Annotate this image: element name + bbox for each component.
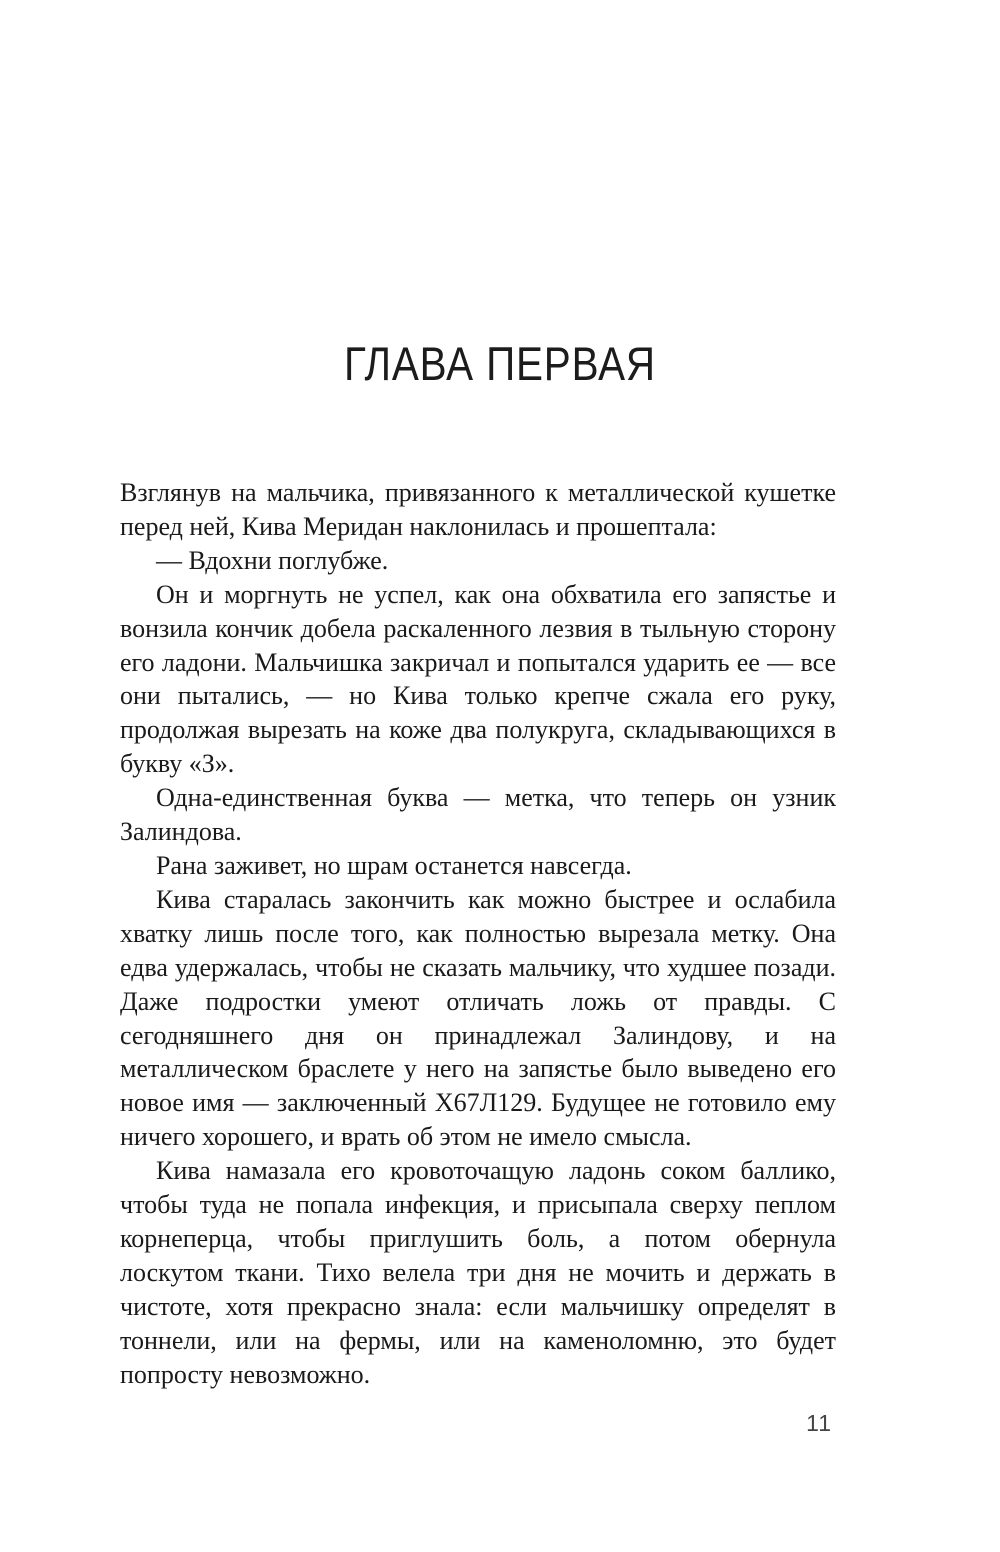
paragraph-6: Кива старалась закончить как можно быстрее и ослабила хватку лишь после того, как полностью вырезала метку. Она едва удержалась, чтобы не сказать мальчику, что худшее позади. Даже подростки умеют отличать ложь от правды. С сегодняшнего дня он принадлежал Залиндову, и на металлическом браслете у него на запястье было выведено его новое имя — заключенный Х67Л129. Будущее не готовило ему ничего хорошего, и врать об этом не имело смысла. [120,884,836,1152]
page-number: 11 [806,1410,832,1436]
paragraph-4: Одна-единственная буква — метка, что теперь он узник Залиндова. [120,783,836,847]
paragraph-7: Кива намазала его кровоточащую ладонь соком баллико, чтобы туда не попала инфекция, и присыпала сверху пеплом корнеперца, чтобы приглушить боль, а потом обернула лоскутом ткани. Тихо велела три дня не мочить и держать в чистоте, хотя прекрасно знала: если мальчишку определят в тоннели, или на фермы, или на каменоломню, это будет попросту невозможно. [120,1156,836,1389]
chapter-title: ГЛАВА ПЕРВАЯ [344,337,656,390]
paragraph-1: Взглянув на мальчика, привязанного к металлической кушетке перед ней, Кива Меридан наклонилась и прошептала: [120,478,836,541]
chapter-body [120,476,836,1391]
paragraph-2: — Вдохни поглубже. [156,545,389,575]
paragraph-3: Он и моргнуть не успел, как она обхватила его запястье и вонзила кончик добела раскаленного лезвия в тыльную сторону его ладони. Мальчишка закричал и попытался ударить ее — все они пытались, — но Кива только крепче сжала его руку, продолжая вырезать на коже два полукруга, складывающихся в букву «З». [120,579,836,779]
paragraph-5: Рана заживет, но шрам останется навсегда. [156,850,632,880]
